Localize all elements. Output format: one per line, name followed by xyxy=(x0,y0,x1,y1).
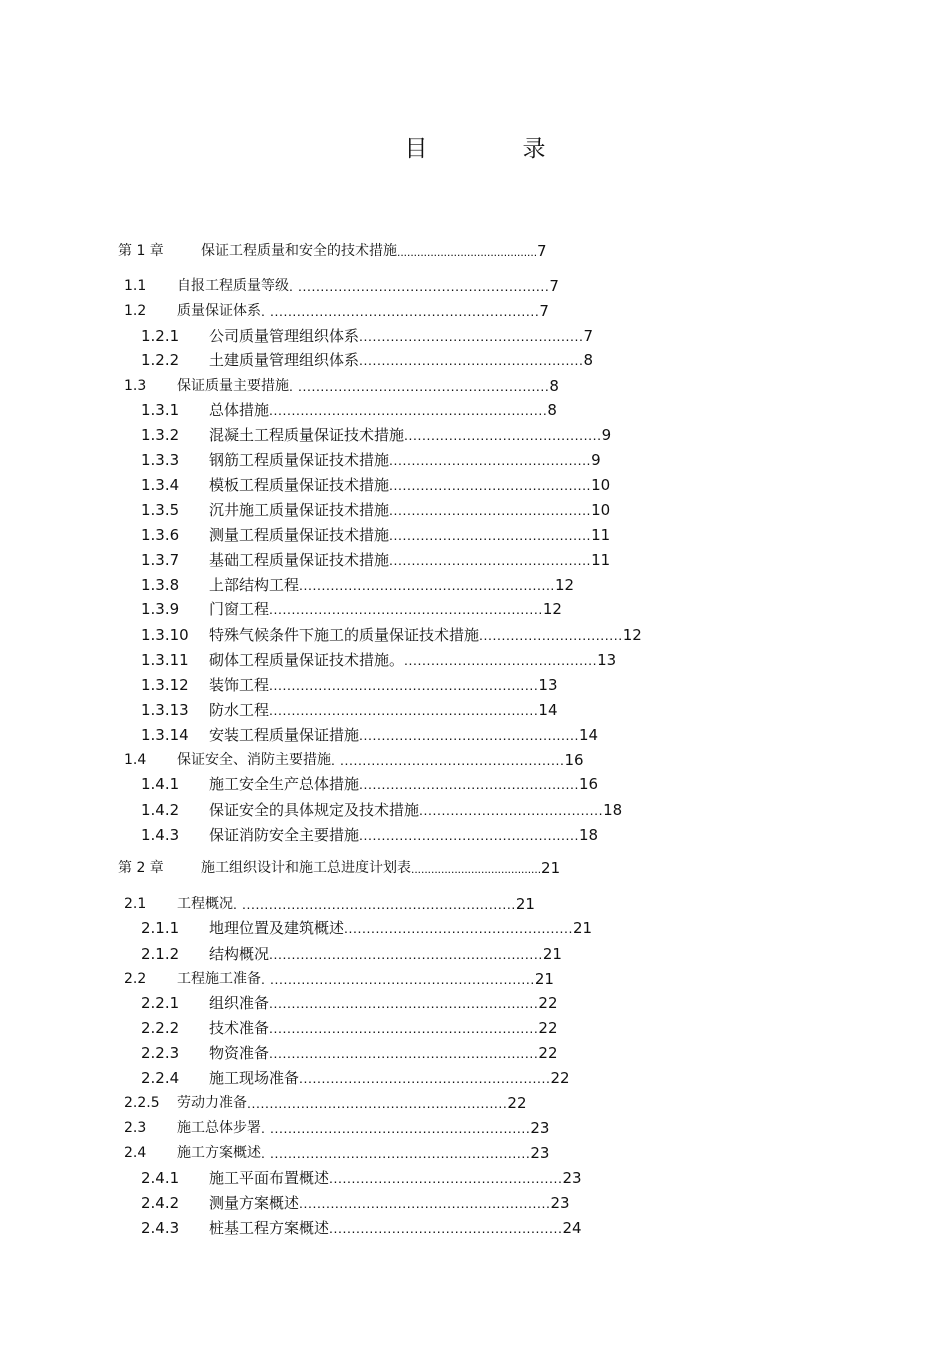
dot-leader: ............................................. xyxy=(389,552,592,568)
dot-leader: ................................................... xyxy=(344,920,573,936)
toc-entry-leader-and-page xyxy=(389,550,610,570)
toc-page-number: 21 xyxy=(534,970,554,988)
toc-entry-leader-and-page xyxy=(359,825,598,845)
toc-entry-leader-and-page xyxy=(269,675,557,695)
toc-entry-leader-and-page xyxy=(331,750,584,770)
toc-page-number: 23 xyxy=(562,1169,582,1187)
toc-entry-leader-and-page xyxy=(269,700,557,720)
toc-entry-title: 安装工程质量保证措施 xyxy=(209,726,360,744)
toc-entry-title: 施工总体步署 xyxy=(177,1120,261,1136)
toc-entry-number: 1.3.9 xyxy=(141,600,180,618)
toc-page-number: 13 xyxy=(538,676,558,694)
toc-entry-leader-and-page xyxy=(479,625,642,645)
toc-entry-leader-and-page xyxy=(404,425,611,445)
toc-page-number: 12 xyxy=(622,626,642,644)
dot-leader: ......................................................... xyxy=(299,577,555,593)
toc-entry-leader-and-page xyxy=(261,1143,549,1163)
dot-leader: ............................................................ xyxy=(269,1020,539,1036)
toc-entry-number: 2.2.3 xyxy=(141,1044,180,1062)
toc-entry-title: 施工现场准备 xyxy=(209,1069,300,1087)
toc-entry-title: 装饰工程 xyxy=(209,676,270,694)
toc-entry-leader-and-page xyxy=(389,500,610,520)
dot-leader: .......................................................... xyxy=(247,1095,508,1111)
toc-entry-title: 保证质量主要措施 xyxy=(177,378,289,394)
toc-page-number: 9 xyxy=(591,451,601,469)
toc-entry-leader-and-page xyxy=(269,400,557,420)
dot-leader: ................................................. xyxy=(359,827,580,843)
toc-page-number: 9 xyxy=(601,426,612,444)
toc-page-number: 22 xyxy=(507,1094,527,1112)
dot-leader: ......................................... xyxy=(419,802,604,818)
toc-entry-number: 2.4.1 xyxy=(141,1169,180,1187)
toc-title: 目 录 xyxy=(404,136,582,162)
toc-entry-number: 1.3.10 xyxy=(141,626,189,644)
toc-entry-leader-and-page xyxy=(344,918,592,938)
toc-entry-number: 2.2.2 xyxy=(141,1019,180,1037)
toc-page-number: 23 xyxy=(550,1194,570,1212)
toc-page-number: 10 xyxy=(591,476,611,494)
toc-entry-number: 1.3.14 xyxy=(141,726,189,744)
toc-entry-leader-and-page xyxy=(269,599,562,619)
dot-leader: ............................................. xyxy=(389,527,592,543)
toc-page-number: 10 xyxy=(591,501,611,519)
toc-entry-number: 1.3.13 xyxy=(141,701,189,719)
toc-page-number: 14 xyxy=(579,726,599,744)
toc-entry-number: 1.3.11 xyxy=(141,651,189,669)
toc-page-number: 21 xyxy=(515,895,535,913)
dot-leader: ........................................................ xyxy=(299,1195,551,1211)
dot-leader: . ........................................................ xyxy=(289,278,550,294)
toc-entry-title: 模板工程质量保证技术措施 xyxy=(209,476,390,494)
toc-entry-number: 2.4.3 xyxy=(141,1219,180,1237)
toc-entry-title: 混凝土工程质量保证技术措施 xyxy=(209,426,405,444)
dot-leader: ............................................................ xyxy=(269,702,539,718)
dot-leader: . ........................................................ xyxy=(289,378,550,394)
toc-entry-title: 工程概况 xyxy=(177,896,233,912)
toc-page-number: 12 xyxy=(542,600,562,618)
toc-entry-number: 1.4.2 xyxy=(141,801,180,819)
toc-entry-leader-and-page xyxy=(261,1118,549,1138)
toc-entry-title: 地理位置及建筑概述 xyxy=(209,919,345,937)
toc-entry-leader-and-page xyxy=(299,1193,570,1213)
toc-entry-number: 1.3.5 xyxy=(141,501,180,519)
dot-leader: . ............................................................. xyxy=(233,896,516,912)
toc-entry-title: 公司质量管理组织体系 xyxy=(209,327,360,345)
toc-entry-title: 桩基工程方案概述 xyxy=(209,1219,330,1237)
toc-entry-title: 总体措施 xyxy=(209,401,270,419)
dot-leader: . ........................................................... xyxy=(261,971,535,987)
toc-page-number: 22 xyxy=(550,1069,570,1087)
toc-page-number: 8 xyxy=(549,377,559,395)
toc-entry-number: 第 2 章 xyxy=(118,860,164,876)
toc-entry-number: 1.3.2 xyxy=(141,426,180,444)
toc-entry-title: 施工平面布置概述 xyxy=(209,1169,330,1187)
dot-leader: ................................................. xyxy=(359,727,580,743)
toc-entry-leader-and-page xyxy=(329,1168,582,1188)
toc-entry-number: 2.2 xyxy=(124,971,147,987)
toc-entry-title: 测量方案概述 xyxy=(209,1194,300,1212)
toc-entry-title: 门窗工程 xyxy=(209,600,270,618)
toc-entry-leader-and-page xyxy=(359,725,598,745)
toc-entry-title: 劳动力准备 xyxy=(177,1095,247,1111)
toc-entry-number: 1.4 xyxy=(124,752,147,768)
dot-leader: ............................................. xyxy=(389,452,592,468)
dot-leader: .......................................... xyxy=(397,245,538,259)
toc-page-number: 8 xyxy=(547,401,557,419)
toc-entry-title: 质量保证体系 xyxy=(177,303,261,319)
toc-page-number: 18 xyxy=(579,826,599,844)
toc-entry-title: 保证消防安全主要措施 xyxy=(209,826,360,844)
toc-entry-title: 防水工程 xyxy=(209,701,270,719)
dot-leader: ............................................................ xyxy=(269,677,539,693)
toc-entry-title: 钢筋工程质量保证技术措施 xyxy=(209,451,390,469)
toc-entry-title: 物资准备 xyxy=(209,1044,270,1062)
toc-entry-number: 1.1 xyxy=(124,278,147,294)
toc-entry-title: 施工组织设计和施工总进度计划表 xyxy=(201,860,411,876)
dot-leader: .................................................... xyxy=(329,1170,563,1186)
toc-entry-leader-and-page xyxy=(359,774,598,794)
toc-entry-leader-and-page xyxy=(289,276,559,296)
toc-entry-title: 沉井施工质量保证技术措施 xyxy=(209,501,390,519)
toc-entry-leader-and-page xyxy=(289,376,559,396)
toc-entry-title: 基础工程质量保证技术措施 xyxy=(209,551,390,569)
toc-entry-number: 2.4 xyxy=(124,1145,147,1161)
toc-page-number: 11 xyxy=(591,551,611,569)
toc-page-number: 23 xyxy=(530,1144,550,1162)
toc-entry-leader-and-page xyxy=(299,1068,570,1088)
toc-page-number: 21 xyxy=(542,945,562,963)
toc-entry-leader-and-page xyxy=(299,575,574,595)
toc-entry-number: 1.3.3 xyxy=(141,451,180,469)
toc-entry-leader-and-page xyxy=(359,326,593,346)
toc-entry-number: 2.2.5 xyxy=(124,1095,160,1111)
dot-leader: . ............................................................ xyxy=(261,303,540,319)
toc-page-number: 13 xyxy=(597,651,617,669)
toc-entry-leader-and-page xyxy=(269,944,562,964)
toc-entry-leader-and-page xyxy=(233,894,535,914)
toc-entry-title: 土建质量管理组织体系 xyxy=(209,351,360,369)
toc-entry-leader-and-page xyxy=(359,350,593,370)
dot-leader: ........................................... xyxy=(404,652,598,668)
toc-entry-title: 上部结构工程 xyxy=(209,576,300,594)
toc-entry-number: 1.3.1 xyxy=(141,401,180,419)
dot-leader: . .......................................................... xyxy=(261,1145,531,1161)
toc-entry-leader-and-page xyxy=(397,241,547,262)
dot-leader: ................................ xyxy=(479,627,623,643)
toc-entry-number: 2.4.2 xyxy=(141,1194,180,1212)
toc-entry-number: 2.3 xyxy=(124,1120,147,1136)
toc-page-number: 18 xyxy=(603,801,623,819)
toc-entry-leader-and-page xyxy=(411,858,560,879)
toc-entry-leader-and-page xyxy=(389,450,601,470)
toc-entry-number: 1.4.3 xyxy=(141,826,180,844)
toc-page-number: 22 xyxy=(538,1044,558,1062)
toc-entry-number: 1.2.2 xyxy=(141,351,180,369)
toc-page-number: 21 xyxy=(573,919,593,937)
toc-entry-number: 1.3.7 xyxy=(141,551,180,569)
dot-leader: .................................................... xyxy=(329,1220,563,1236)
dot-leader: . .................................................. xyxy=(331,752,565,768)
toc-entry-number: 2.2.4 xyxy=(141,1069,180,1087)
toc-page-number: 7 xyxy=(539,302,549,320)
toc-page-number: 22 xyxy=(538,1019,558,1037)
toc-entry-title: 技术准备 xyxy=(209,1019,270,1037)
toc-entry-number: 1.4.1 xyxy=(141,775,180,793)
toc-entry-number: 第 1 章 xyxy=(118,243,164,259)
toc-page-number: 23 xyxy=(530,1119,550,1137)
toc-entry-number: 1.2.1 xyxy=(141,327,180,345)
toc-entry-title: 组织准备 xyxy=(209,994,270,1012)
toc-entry-leader-and-page xyxy=(419,800,622,820)
toc-entry-leader-and-page xyxy=(389,475,610,495)
dot-leader: ............................................. xyxy=(389,477,592,493)
toc-page-number: 7 xyxy=(583,327,594,345)
dot-leader: .................................................. xyxy=(359,352,584,368)
toc-entry-number: 2.2.1 xyxy=(141,994,180,1012)
toc-entry-number: 1.3.12 xyxy=(141,676,189,694)
toc-page-number: 8 xyxy=(583,351,594,369)
toc-entry-number: 1.3.8 xyxy=(141,576,180,594)
toc-entry-title: 施工方案概述 xyxy=(177,1145,261,1161)
dot-leader: ................................................. xyxy=(359,776,580,792)
toc-entry-number: 1.2 xyxy=(124,303,147,319)
toc-page-number: 21 xyxy=(541,859,561,877)
toc-entry-number: 2.1 xyxy=(124,896,147,912)
toc-entry-title: 保证安全、消防主要措施 xyxy=(177,752,331,768)
toc-entry-title: 自报工程质量等级 xyxy=(177,278,289,294)
toc-entry-leader-and-page xyxy=(269,993,557,1013)
toc-entry-title: 砌体工程质量保证技术措施。 xyxy=(209,651,405,669)
toc-page-number: 7 xyxy=(549,277,559,295)
toc-entry-title: 测量工程质量保证技术措施 xyxy=(209,526,390,544)
toc-page-number: 12 xyxy=(554,576,575,594)
toc-entry-leader-and-page xyxy=(389,525,610,545)
toc-page-number: 14 xyxy=(538,701,558,719)
toc-entry-leader-and-page xyxy=(261,301,549,321)
toc-entry-number: 1.3.6 xyxy=(141,526,180,544)
dot-leader: ............................................................ xyxy=(269,1045,539,1061)
toc-entry-title: 保证工程质量和安全的技术措施 xyxy=(201,243,397,259)
toc-entry-number: 2.1.1 xyxy=(141,919,180,937)
toc-page-number: 16 xyxy=(579,775,599,793)
toc-entry-title: 保证安全的具体规定及技术措施 xyxy=(209,801,420,819)
toc-entry-number: 1.3 xyxy=(124,378,147,394)
toc-entry-leader-and-page xyxy=(261,969,554,989)
dot-leader: ............................................. xyxy=(389,502,592,518)
dot-leader: ............................................ xyxy=(404,427,602,443)
toc-entry-title: 施工安全生产总体措施 xyxy=(209,775,360,793)
dot-leader: ............................................................ xyxy=(269,995,539,1011)
dot-leader: . .......................................................... xyxy=(261,1120,531,1136)
dot-leader: .............................................................. xyxy=(269,402,548,418)
toc-entry-leader-and-page xyxy=(404,650,616,670)
toc-entry-number: 2.1.2 xyxy=(141,945,180,963)
dot-leader: ........................................................ xyxy=(299,1070,551,1086)
toc-entry-number: 1.3.4 xyxy=(141,476,180,494)
toc-entry-leader-and-page xyxy=(247,1093,527,1113)
toc-entry-leader-and-page xyxy=(329,1218,582,1238)
toc-entry-title: 工程施工准备 xyxy=(177,971,261,987)
dot-leader: ....................................... xyxy=(411,862,542,876)
toc-entry-title: 特殊气候条件下施工的质量保证技术措施 xyxy=(209,626,480,644)
toc-page-number: 7 xyxy=(537,242,547,260)
dot-leader: .................................................. xyxy=(359,328,584,344)
dot-leader: ............................................................. xyxy=(269,601,543,617)
toc-page-number: 24 xyxy=(562,1219,582,1237)
toc-page-number: 22 xyxy=(538,994,558,1012)
toc-entry-leader-and-page xyxy=(269,1018,557,1038)
dot-leader: ............................................................. xyxy=(269,946,543,962)
toc-page-number: 11 xyxy=(591,526,611,544)
toc-entry-title: 结构概况 xyxy=(209,945,270,963)
toc-page-number: 16 xyxy=(564,751,584,769)
toc-entry-leader-and-page xyxy=(269,1043,557,1063)
